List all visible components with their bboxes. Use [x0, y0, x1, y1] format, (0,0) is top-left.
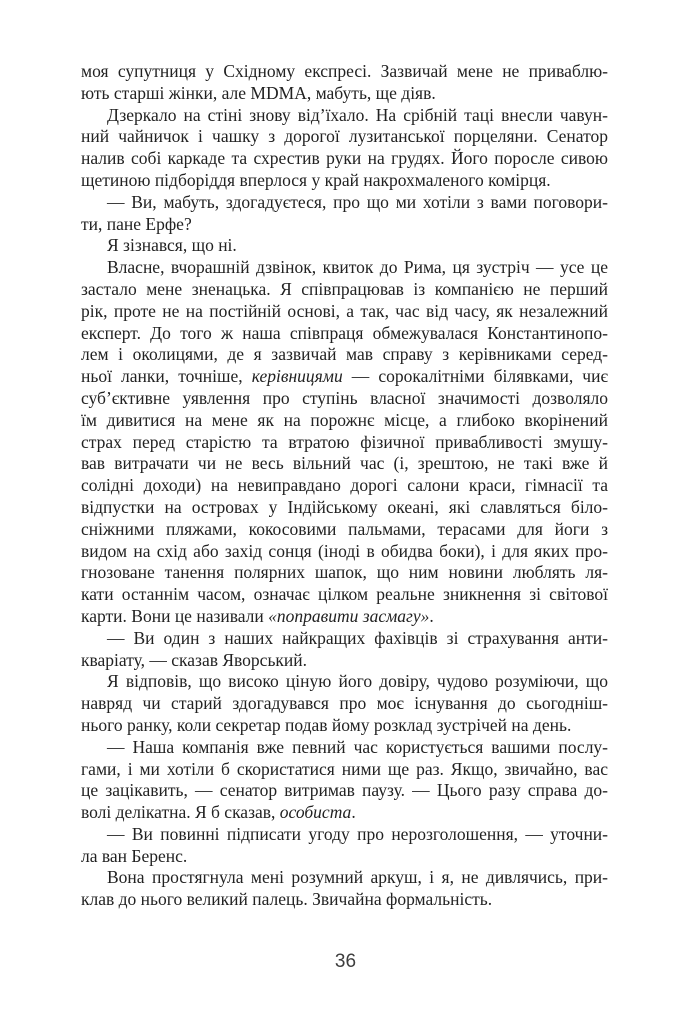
text-segment: сніжними пляжами, кокосовими пальмами, терасами для йоги з [81, 518, 608, 539]
text-segment: страх перед старістю та втратою фізичної привабливості змушу- [81, 431, 608, 452]
text-line [81, 780, 608, 802]
text-line [81, 148, 608, 170]
text-segment: карти. Вони це називали [81, 605, 269, 626]
text-line [81, 214, 608, 236]
text-segment: ти, пане Ерфе? [81, 213, 192, 234]
text-segment: лем і околицями, де я зазвичай мав справу з керівниками серед- [81, 344, 608, 365]
text-line [81, 562, 608, 584]
text-segment: ньої ланки, точніше, [81, 366, 252, 387]
text-line [81, 824, 608, 846]
text-line [81, 519, 608, 541]
text-segment: моя супутниця у Східному експресі. Зазвичай мене не приваблю- [81, 61, 608, 81]
text-line [81, 497, 608, 519]
paragraph [81, 628, 608, 672]
text-line [81, 889, 608, 911]
text-line [81, 192, 608, 214]
text-line [81, 541, 608, 563]
paragraph [81, 737, 608, 824]
page-number: 36 [334, 951, 357, 972]
text-line [81, 584, 608, 606]
text-segment: — Ви, мабуть, здогадуєтеся, про що ми хотіли з вами поговори- [107, 191, 608, 212]
text-segment: ють старші жінки, але MDMA, мабуть, ще діяв. [81, 82, 436, 103]
text-segment: клав до нього великий палець. Звичайна формальність. [81, 889, 493, 910]
paragraph [81, 867, 608, 911]
text-segment: налив собі каркаде та схрестив руки на грудях. Його поросле сивою [81, 148, 608, 169]
text-segment: застало мене зненацька. Я співпрацював із компанією не перший [81, 278, 608, 299]
text-line [81, 606, 608, 628]
text-segment: відпустки на островах у Індійському океані, які славляться біло- [81, 496, 608, 517]
paragraph [81, 824, 608, 868]
text-segment: суб’єктивне уявлення про ступінь власної значимості дозволяло [81, 387, 608, 408]
paragraph [81, 105, 608, 192]
text-segment: гами, і ми хотіли б скористатися ними ще раз. Якщо, звичайно, вас [81, 758, 608, 779]
text-segment: видом на схід або захід сонця (іноді в обидва боки), і для яких про- [81, 540, 608, 561]
text-segment: Вона простягнула мені розумний аркуш, і я, не дивлячись, при- [107, 867, 608, 888]
text-segment: Власне, вчорашній дзвінок, квиток до Рима, ця зустріч — усе це [107, 257, 608, 278]
text-segment: — сорокалітніми білявками, чиє [342, 366, 608, 387]
text-line [81, 867, 608, 889]
text-line [81, 235, 608, 257]
text-segment: Я відповів, що високо ціную його довіру, чудово розуміючи, що [107, 671, 608, 692]
text-segment: кати останнім часом, означає цілком реальне зникнення зі світової [81, 584, 608, 605]
text-segment: нього ранку, коли секретар подав йому розклад зустрічей на день. [81, 714, 572, 735]
text-segment: кваріату, — сказав Яворський. [81, 649, 308, 670]
text-line [81, 126, 608, 148]
paragraph [81, 671, 608, 736]
text-line [81, 650, 608, 672]
italic-text: керівницями [251, 366, 343, 387]
text-segment: навряд чи старий здогадувався про моє існування до сьогодніш- [81, 693, 608, 714]
text-line [81, 279, 608, 301]
text-line [81, 628, 608, 650]
text-line [81, 61, 608, 83]
text-segment: . [351, 802, 356, 823]
text-segment: щетиною підборіддя вперлося у край накрохмаленого комірця. [81, 169, 551, 190]
text-segment: це зацікавить, — сенатор витримав паузу. — Цього разу справа до- [81, 780, 608, 801]
text-line [81, 344, 608, 366]
text-block [81, 61, 608, 911]
text-line [81, 83, 608, 105]
text-line [81, 257, 608, 279]
italic-text: «поправити засмагу» [268, 605, 430, 626]
text-line [81, 170, 608, 192]
paragraph [81, 192, 608, 236]
text-segment: їм дивитися на мене як на порожнє місце, а глибоко вкорінений [81, 409, 608, 430]
paragraph [81, 257, 608, 628]
text-segment: гнозоване танення полярних шапок, що ним новини люблять ля- [81, 562, 608, 583]
text-line [81, 388, 608, 410]
text-segment: рік, проте не на постійній основі, а так, час від часу, як незалежний [81, 300, 608, 321]
text-line [81, 432, 608, 454]
text-segment: волі делікатна. Я б сказав, [81, 802, 280, 823]
text-line [81, 323, 608, 345]
text-segment: експерт. До того ж наша співпраця обмежувалася Константинопо- [81, 322, 608, 343]
text-line [81, 366, 608, 388]
text-line [81, 301, 608, 323]
italic-text: особиста [279, 802, 352, 823]
text-line [81, 802, 608, 824]
text-segment: — Ви один з наших найкращих фахівців зі страхування анти- [107, 627, 608, 648]
text-segment: солідні доходи) на невиправдано дорогі салони краси, гімнасії та [81, 475, 608, 496]
text-segment: — Наша компанія вже певний час користується вашими послу- [107, 736, 608, 757]
text-line [81, 759, 608, 781]
text-segment: Дзеркало на стіні знову від’їхало. На срібній таці внесли чавун- [107, 104, 608, 125]
text-line [81, 737, 608, 759]
text-segment: . [429, 605, 434, 626]
text-line [81, 410, 608, 432]
text-line [81, 715, 608, 737]
text-line [81, 475, 608, 497]
text-line [81, 693, 608, 715]
text-segment: Я зізнався, що ні. [107, 235, 237, 256]
paragraph [81, 235, 608, 257]
text-line [81, 846, 608, 868]
text-segment: — Ви повинні підписати угоду про нерозголошення, — уточни- [107, 823, 608, 844]
paragraph [81, 61, 608, 105]
text-segment: вав витрачати чи не весь вільний час (і, зрештою, не такі вже й [81, 453, 608, 474]
text-line [81, 671, 608, 693]
text-line [81, 105, 608, 127]
text-segment: ла ван Беренс. [81, 845, 188, 866]
text-segment: ний чайничок і чашку з дорогої лузитанської порцеляни. Сенатор [81, 126, 608, 147]
text-line [81, 453, 608, 475]
